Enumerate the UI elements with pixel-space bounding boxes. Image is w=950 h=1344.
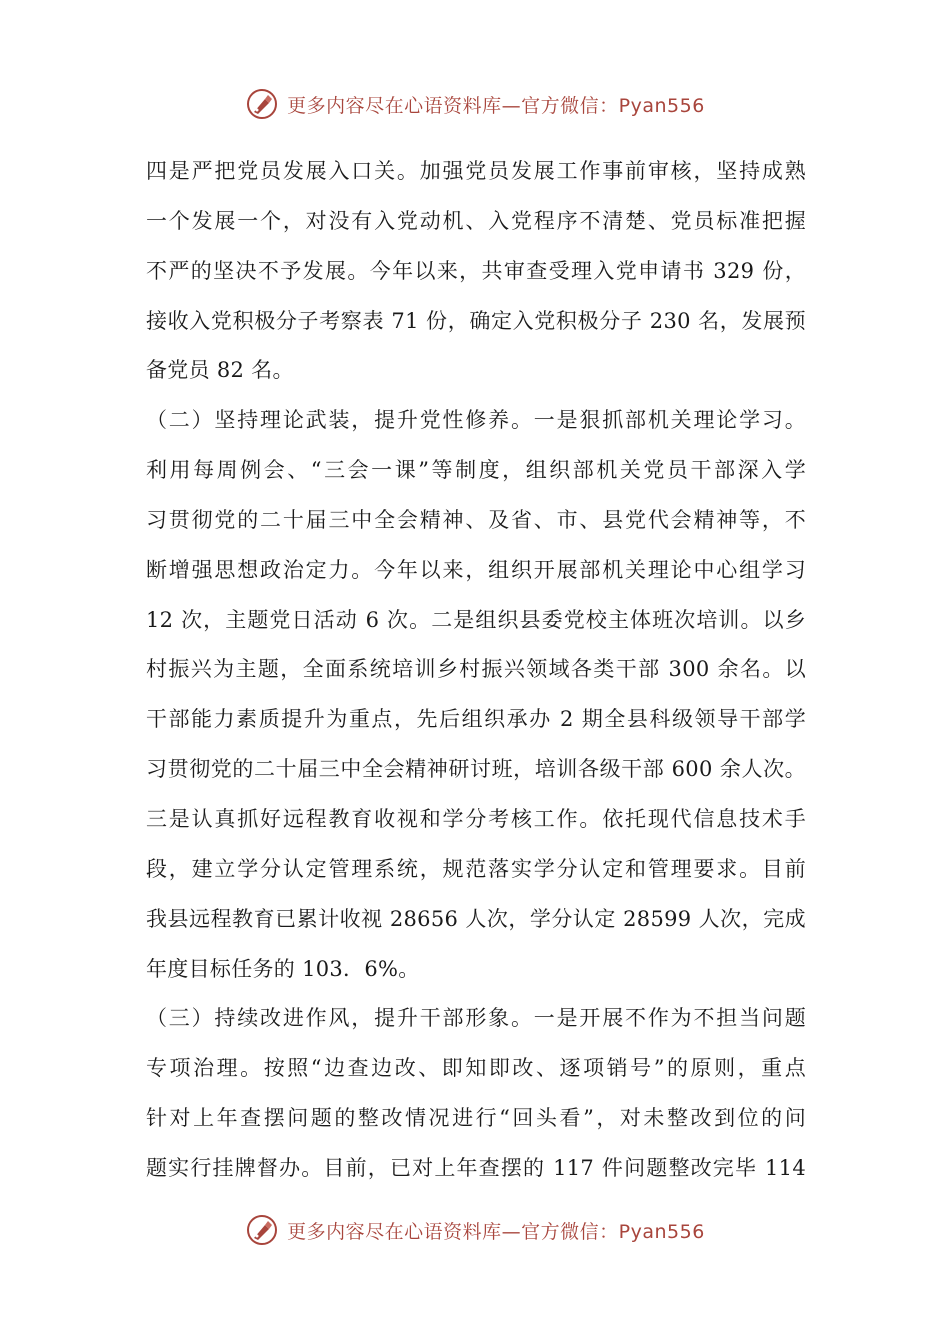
text-line: （二）坚持理论武装，提升党性修养。一是狠抓部机关理论学习。 xyxy=(146,408,806,433)
pen-nib-icon xyxy=(245,1213,279,1247)
document-body xyxy=(146,147,806,1194)
text-line: 备党员 82 名。 xyxy=(146,358,294,383)
text-line: 村振兴为主题，全面系统培训乡村振兴领域各类干部 300 余名。以 xyxy=(146,657,806,682)
text-line: 习贯彻党的二十届三中全会精神、及省、市、县党代会精神等，不 xyxy=(146,507,806,532)
watermark-text: 更多内容尽在心语资料库—官方微信：Pyan556 xyxy=(287,1220,705,1243)
text-line: 我县远程教育已累计收视 28656 人次，学分认定 28599 人次，完成 xyxy=(146,906,806,931)
text-line: 年度目标任务的 103．6%。 xyxy=(146,956,420,981)
text-line: 不严的坚决不予发展。今年以来，共审查受理入党申请书 329 份， xyxy=(146,258,806,283)
text-line: 四是严把党员发展入口关。加强党员发展工作事前审核，坚持成熟 xyxy=(146,159,806,183)
text-line: 12 次，主题党日活动 6 次。二是组织县委党校主体班次培训。以乡 xyxy=(146,607,806,632)
text-line: 习贯彻党的二十届三中全会精神研讨班，培训各级干部 600 余人次。 xyxy=(146,757,806,782)
text-line: 干部能力素质提升为重点，先后组织承办 2 期全县科级领导干部学 xyxy=(146,707,806,732)
text-line: 一个发展一个，对没有入党动机、入党程序不清楚、党员标准把握 xyxy=(146,208,806,233)
text-line: 题实行挂牌督办。目前，已对上年查摆的 117 件问题整改完毕 114 xyxy=(146,1155,806,1180)
text-line: 针对上年查摆问题的整改情况进行“回头看”，对未整改到位的问 xyxy=(146,1106,806,1131)
text-line: 段，建立学分认定管理系统，规范落实学分认定和管理要求。目前 xyxy=(146,856,806,881)
text-line: 专项治理。按照“边查边改、即知即改、逐项销号”的原则，重点 xyxy=(146,1056,806,1081)
watermark-text: 更多内容尽在心语资料库—官方微信：Pyan556 xyxy=(287,94,705,117)
header-watermark-banner xyxy=(0,84,950,124)
footer-watermark-banner xyxy=(0,1210,950,1250)
text-line: 断增强思想政治定力。今年以来，组织开展部机关理论中心组学习 xyxy=(146,557,806,582)
text-line: 利用每周例会、“三会一课”等制度，组织部机关党员干部深入学 xyxy=(146,458,806,483)
pen-nib-icon xyxy=(245,87,279,121)
text-line: 接收入党积极分子考察表 71 份，确定入党积极分子 230 名，发展预 xyxy=(146,308,806,333)
text-line: 三是认真抓好远程教育收视和学分考核工作。依托现代信息技术手 xyxy=(146,806,806,831)
text-line: （三）持续改进作风，提升干部形象。一是开展不作为不担当问题 xyxy=(146,1006,806,1031)
